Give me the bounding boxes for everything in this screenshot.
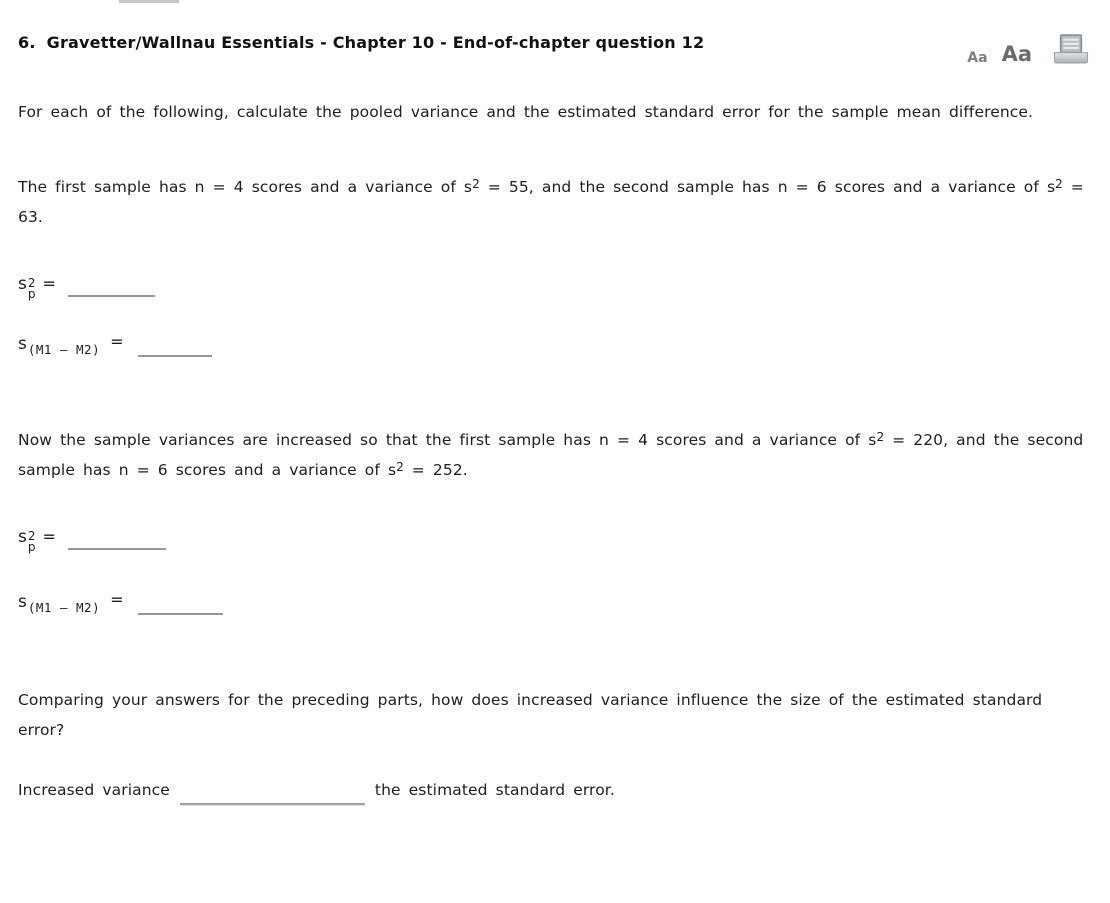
subscript-m1-m2: (M1 – M2) <box>27 341 101 357</box>
superscript-2: 2 <box>27 276 36 290</box>
question-title <box>18 32 704 54</box>
printer-icon <box>1052 34 1090 65</box>
pooled-variance-input-1[interactable] <box>68 275 155 297</box>
part1-text: The first sample has n = 4 scores and a variance of s <box>18 178 473 196</box>
subscript-p: p <box>27 287 36 301</box>
header-controls <box>967 34 1090 65</box>
question-number: 6. <box>18 33 36 52</box>
std-error-input-2[interactable] <box>138 593 223 615</box>
pooled-variance-scripts <box>28 278 36 300</box>
question-title-text: Gravetter/Wallnau Essentials - Chapter 10 - End-of-chapter question 12 <box>46 33 705 52</box>
equals-sign: = <box>110 590 124 609</box>
superscript-2: 2 <box>472 177 480 191</box>
pooled-variance-row-1 <box>18 267 1090 301</box>
std-error-symbol: s <box>18 592 27 612</box>
pooled-variance-input-2[interactable] <box>68 528 166 550</box>
conclusion-suffix: the estimated standard error. <box>374 781 615 799</box>
clipped-tab-fragment <box>119 0 179 3</box>
pooled-variance-row-2 <box>18 520 1090 554</box>
part2-description: Now the sample variances are increased so that the first sample has n = 4 scores and a variance of $s^2 = 220$, and the second sample has n = 6 scores and a variance of $s^2 = 252$. <box>18 430 1084 479</box>
print-button[interactable] <box>1052 34 1090 65</box>
equals-sign: = <box>42 527 56 546</box>
intro-paragraph: For each of the following, calculate the pooled variance and the estimated standard error for the sample mean difference. <box>18 103 1034 121</box>
pooled-variance-symbol: s <box>18 527 27 547</box>
pooled-variance-symbol: s <box>18 274 27 294</box>
increase-font-button[interactable]: Aa <box>1001 42 1032 66</box>
conclusion-row <box>18 775 1090 805</box>
superscript-2: 2 <box>1055 177 1063 191</box>
subscript-m1-m2: (M1 – M2) <box>27 599 101 615</box>
superscript-2: 2 <box>396 460 404 474</box>
superscript-2: 2 <box>27 529 36 543</box>
pooled-variance-scripts <box>28 531 36 553</box>
equals-sign: = <box>110 332 124 351</box>
std-error-row-1 <box>18 327 1090 357</box>
superscript-2: 2 <box>876 430 885 444</box>
conclusion-answer-input[interactable] <box>180 779 365 805</box>
std-error-row-2 <box>18 585 1090 615</box>
part1-description: The first sample has n = 4 scores and a variance of $s^2 = 55$, and the second sample has n = 6 scores and a variance of $s^2 = 63$. <box>18 177 1084 226</box>
part2-text: Now the sample variances are increased so that the first sample has n = 4 scores and a variance of s <box>18 431 877 449</box>
comparison-question: Comparing your answers for the preceding parts, how does increased variance influence the size of the estimated standard error? <box>18 691 1043 739</box>
question-header <box>18 32 1090 65</box>
conclusion-prefix: Increased variance <box>18 781 170 799</box>
equals-sign: = <box>42 274 56 293</box>
subscript-p: p <box>27 540 36 554</box>
std-error-input-1[interactable] <box>138 335 212 357</box>
decrease-font-button[interactable]: Aa <box>967 50 988 66</box>
std-error-symbol: s <box>18 334 27 354</box>
